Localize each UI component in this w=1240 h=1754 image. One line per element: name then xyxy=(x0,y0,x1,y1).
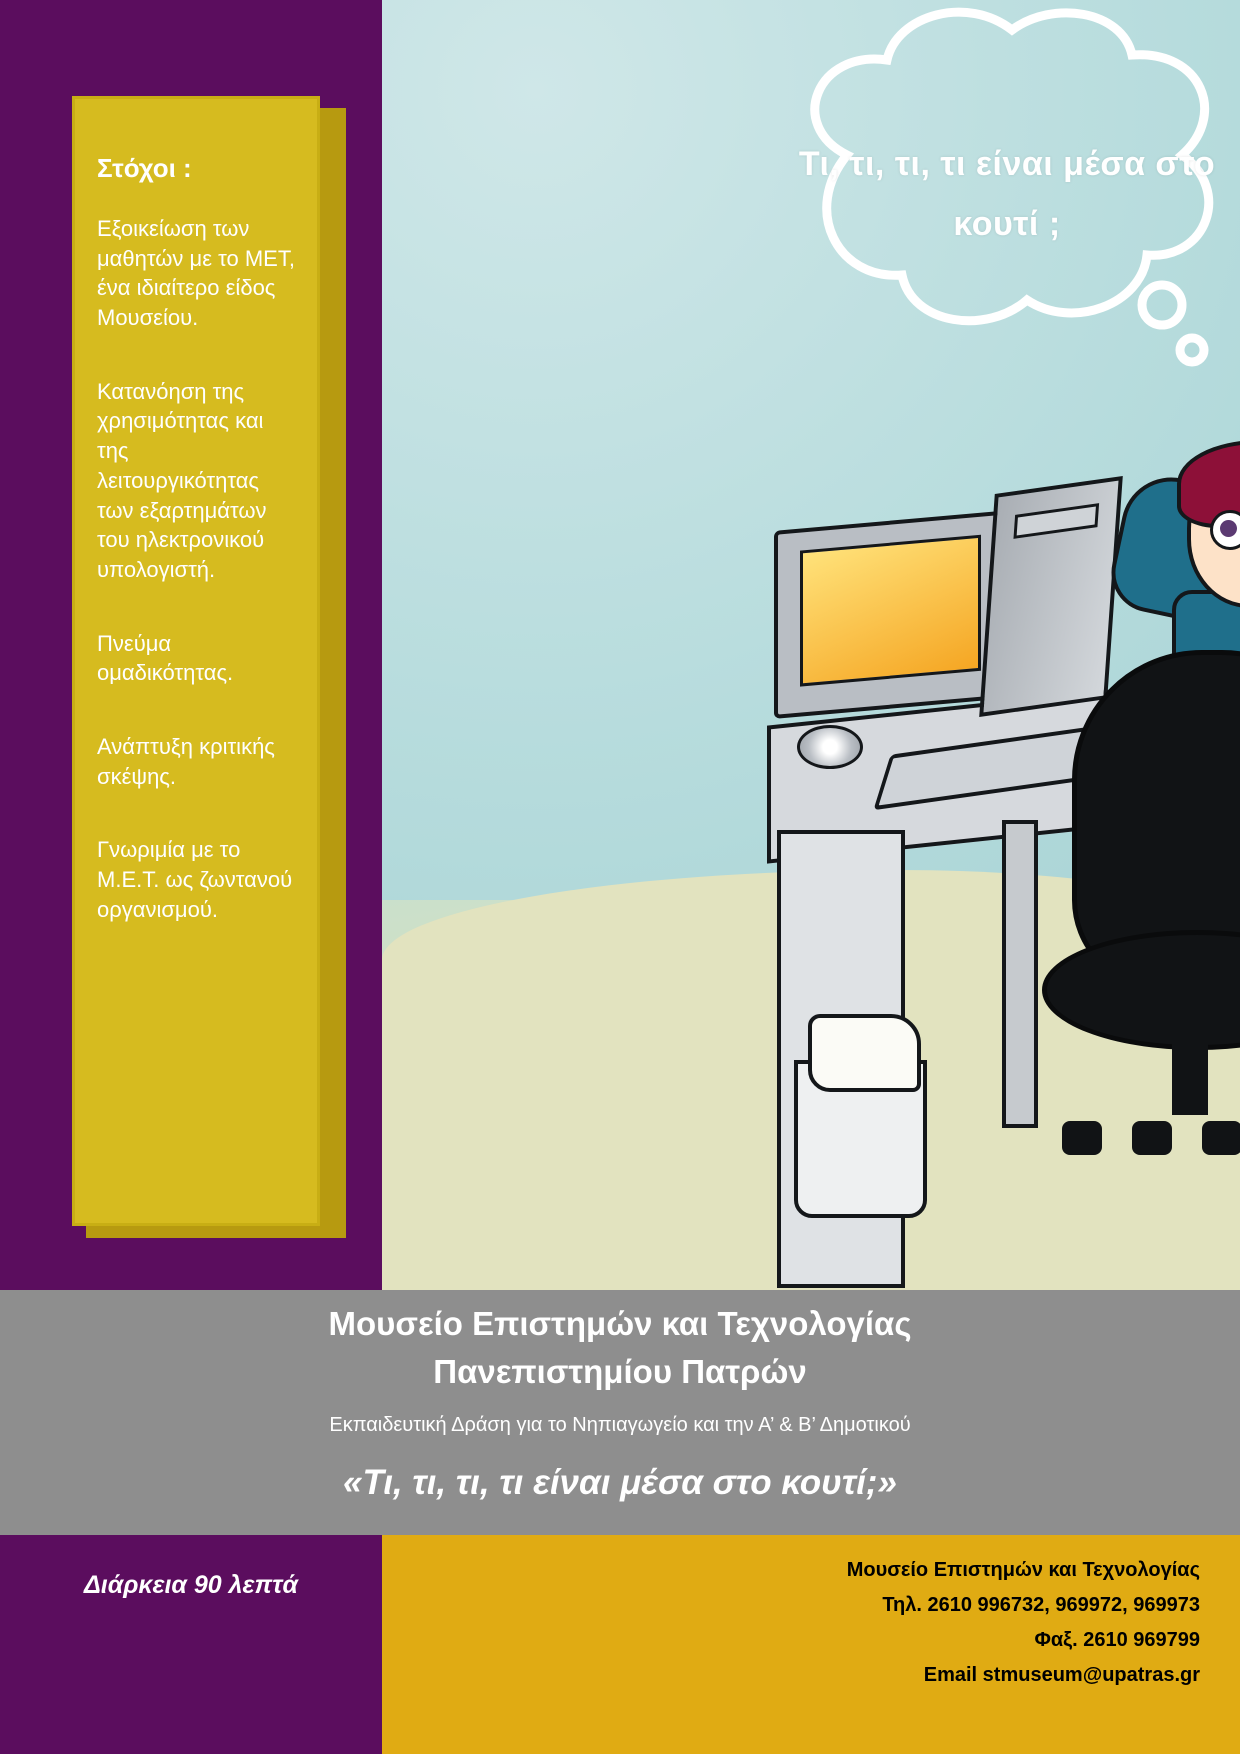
waste-bin-icon xyxy=(794,1060,927,1218)
objective-item: Γνωριμία με το Μ.Ε.Τ. ως ζωντανού οργανισμού. xyxy=(97,837,293,922)
objectives-title: Στόχοι : xyxy=(97,153,192,183)
computer-tower-icon xyxy=(979,476,1123,717)
contact-line: Φαξ. 2610 969799 xyxy=(1034,1629,1200,1651)
museum-banner xyxy=(0,1290,1240,1535)
contact-line: Τηλ. 2610 996732, 969972, 969973 xyxy=(882,1594,1200,1616)
desk-leg xyxy=(1002,820,1038,1128)
objective-item: Εξοικείωση των μαθητών με το ΜΕΤ, ένα ιδιαίτερο είδος Μουσείου. xyxy=(97,216,295,331)
tower-drive-bay xyxy=(1013,503,1099,539)
footer-contact-band xyxy=(382,1535,1240,1754)
museum-name-line1: Μουσείο Επιστημών και Τεχνολογίας xyxy=(328,1305,912,1342)
cd-disc-icon xyxy=(797,725,863,769)
thought-bubble xyxy=(777,5,1237,395)
crumpled-paper xyxy=(808,1014,921,1092)
activity-subtitle: Εκπαιδευτική Δράση για το Νηπιαγωγείο και την Α’ & Β’ Δημοτικού xyxy=(329,1413,911,1436)
monitor-screen xyxy=(800,535,981,687)
objective-item: Κατανόηση της χρησιμότητας και της λειτουργικότητας των εξαρτημάτων του ηλεκτρονικού υπολογιστή. xyxy=(97,378,267,582)
contact-email: Email stmuseum@upatras.gr xyxy=(923,1664,1200,1686)
activity-title-quote: «Τι, τι, τι, τι είναι μέσα στο κουτί;» xyxy=(342,1462,898,1502)
illustration-panel xyxy=(382,0,1240,1290)
chair-legs xyxy=(1062,1095,1240,1155)
objective-item: Πνεύμα ομαδικότητας. xyxy=(97,630,234,686)
thought-bubble-text: Τι, τι, τι, τι είναι μέσα στο κουτί ; xyxy=(798,145,1216,243)
objectives-box xyxy=(72,96,320,1226)
objective-item: Ανάπτυξη κριτικής σκέψης. xyxy=(97,733,275,789)
contact-line: Μουσείο Επιστημών και Τεχνολογίας xyxy=(846,1559,1200,1581)
duration-label: Διάρκεια 90 λεπτά xyxy=(83,1571,298,1599)
museum-name-line2: Πανεπιστημίου Πατρών xyxy=(433,1352,807,1390)
